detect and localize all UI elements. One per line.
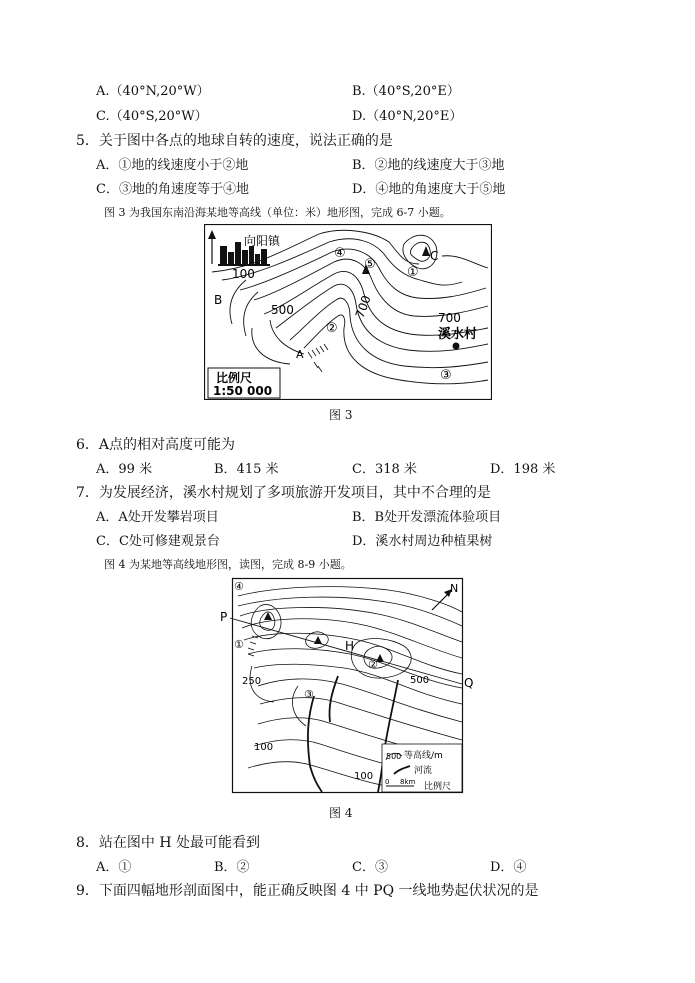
q4-option-a: A.（40°N,20°W） <box>96 84 210 99</box>
q7-option-c: C．C处可修建观景台 <box>96 534 220 549</box>
contour-700-label: 700 <box>352 293 374 320</box>
q6-option-c: C．318 米 <box>352 462 417 477</box>
legend-contour-label: 等高线/m <box>404 751 443 761</box>
q8-option-b: B．② <box>214 860 250 875</box>
q4-option-c: C.（40°S,20°W） <box>96 109 208 124</box>
marker-3: ③ <box>440 368 452 383</box>
fig4-label: 图 4 <box>329 806 353 820</box>
fig3-contour-map <box>204 224 492 400</box>
marker-2: ② <box>326 321 338 336</box>
fig3-caption: 图 3 为我国东南沿海某地等高线（单位：米）地形图，完成 6-7 小题。 <box>104 206 451 219</box>
contour-100-label: 100 <box>232 267 255 281</box>
q4-option-b: B.（40°S,20°E） <box>352 84 460 99</box>
legend-500: 500 <box>386 752 402 761</box>
fig4-caption: 图 4 为某地等高线地形图，读图，完成 8-9 小题。 <box>104 558 352 571</box>
q5-option-b: B．②地的线速度大于③地 <box>352 158 505 173</box>
legend-scale-label: 比例尺 <box>424 782 452 792</box>
q4-option-d: D.（40°N,20°E） <box>352 109 463 124</box>
q7-option-a: A．A处开发攀岩项目 <box>96 510 219 525</box>
q8-option-a: A．① <box>96 860 132 875</box>
village-label: 溪水村 <box>438 327 478 342</box>
legend-river-label: 河流 <box>414 766 433 776</box>
scale-value: 1:50 000 <box>213 384 273 398</box>
q7-option-b: B．B处开发漂流体验项目 <box>352 510 502 525</box>
marker-1: ① <box>234 638 244 651</box>
marker-4: ④ <box>234 580 244 593</box>
contour-100-label: 100 <box>254 742 274 753</box>
q8-option-d: D．④ <box>490 860 527 875</box>
village-dot <box>453 343 460 350</box>
q8-option-c: C．③ <box>352 860 388 875</box>
marker-4: ④ <box>334 246 346 261</box>
contour-500-label: 500 <box>410 675 430 686</box>
q5-stem: 5．关于图中各点的地球自转的速度，说法正确的是 <box>76 133 393 149</box>
legend-scale-8km: 8km <box>400 778 416 786</box>
q6-option-a: A．99 米 <box>96 462 153 477</box>
point-p-label: P <box>220 610 228 624</box>
contour-500-label: 500 <box>271 303 294 317</box>
point-b-label: B <box>214 293 223 307</box>
scale-title: 比例尺 <box>216 371 253 385</box>
q7-option-d: D．溪水村周边种植果树 <box>352 534 493 549</box>
contour-250-label: 250 <box>242 676 262 687</box>
q6-stem: 6．A点的相对高度可能为 <box>76 437 236 453</box>
north-label: N <box>450 582 459 595</box>
point-c-label: C <box>430 249 439 263</box>
q6-option-b: B．415 米 <box>214 462 279 477</box>
contour-700-label: 700 <box>438 311 461 325</box>
marker-2: ② <box>368 658 378 671</box>
contour-100-label: 100 <box>354 771 374 782</box>
q8-stem: 8．站在图中 H 处最可能看到 <box>76 835 261 851</box>
marker-5: ⑤ <box>364 257 376 272</box>
fig3-label: 图 3 <box>329 408 353 422</box>
point-h-label: H <box>345 639 355 653</box>
marker-3: ③ <box>304 688 314 701</box>
town-label: 向阳镇 <box>244 234 281 248</box>
q5-option-c: C．③地的角速度等于④地 <box>96 182 249 197</box>
q5-option-a: A．①地的线速度小于②地 <box>96 158 249 173</box>
q7-stem: 7．为发展经济，溪水村规划了多项旅游开发项目，其中不合理的是 <box>76 485 491 501</box>
point-a-label: A <box>296 348 304 361</box>
q6-option-d: D．198 米 <box>490 462 556 477</box>
q9-stem: 9．下面四幅地形剖面图中，能正确反映图 4 中 PQ 一线地势起伏状况的是 <box>76 883 539 899</box>
fig4-contour-map <box>218 576 480 796</box>
legend-scale-zero: 0 <box>385 778 390 786</box>
q5-option-d: D．④地的角速度大于⑤地 <box>352 182 506 197</box>
point-q-label: Q <box>464 676 474 690</box>
marker-1: ① <box>407 265 419 280</box>
